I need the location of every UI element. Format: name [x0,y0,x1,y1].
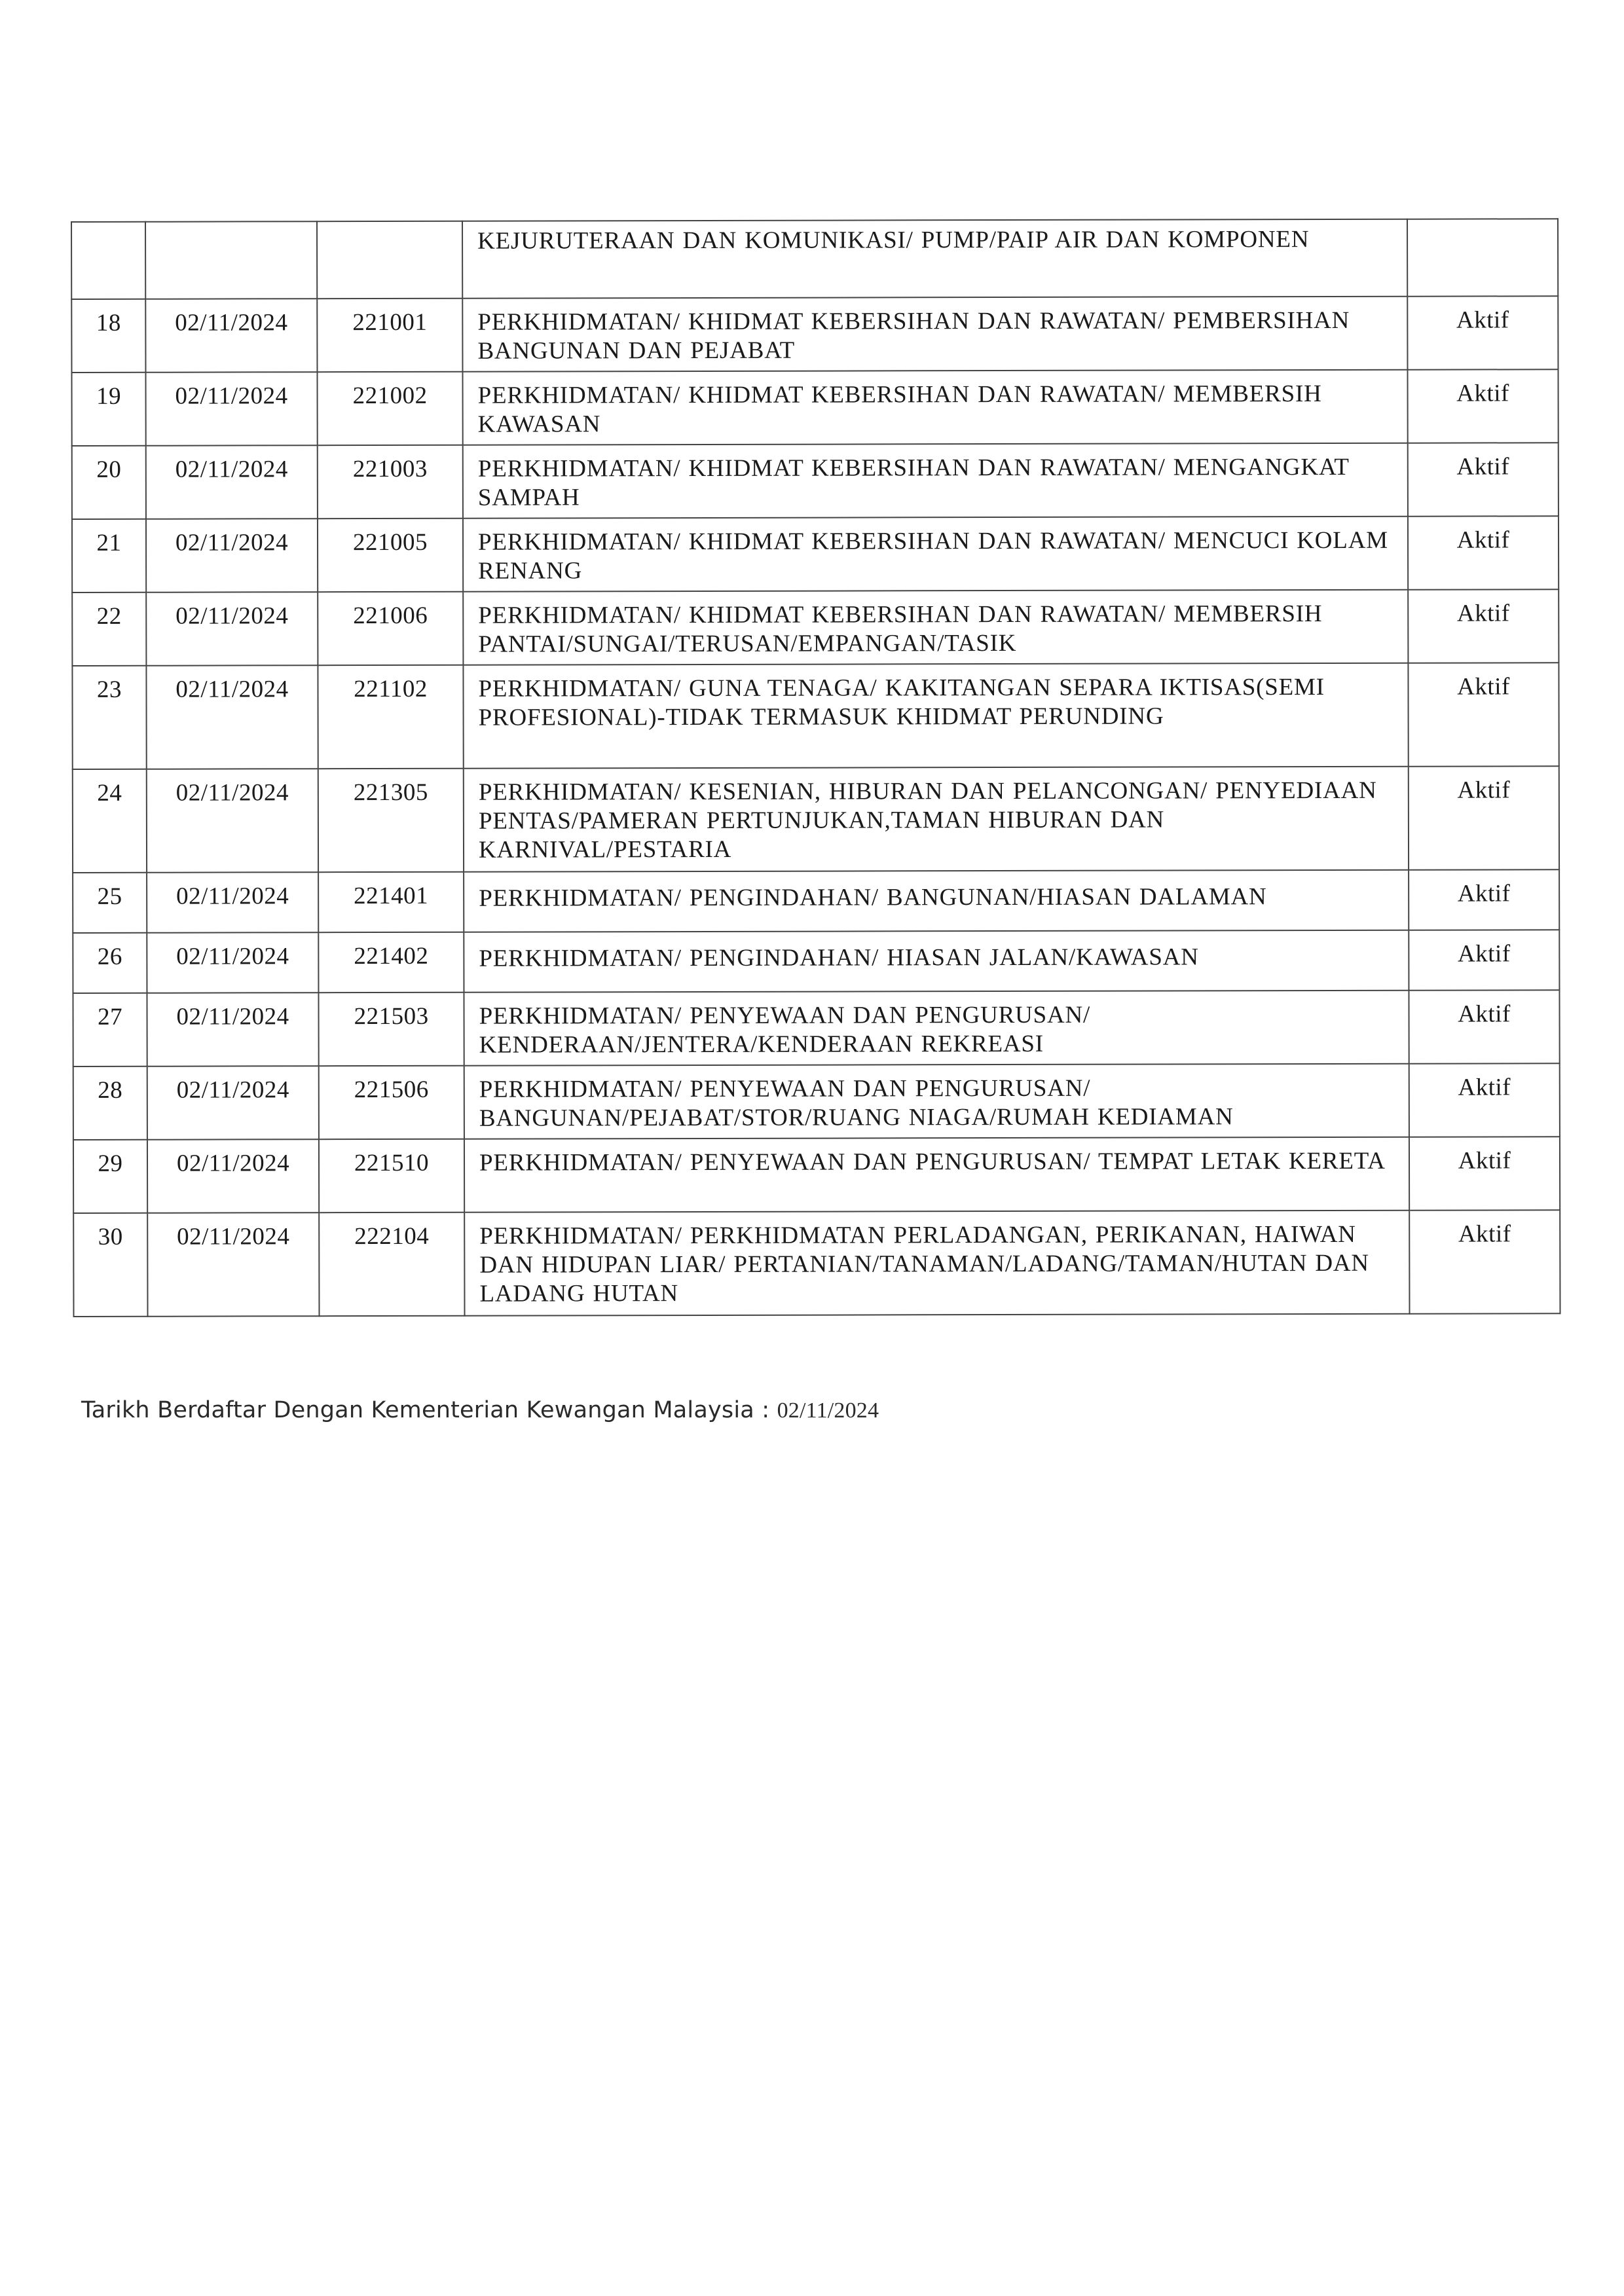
row-status [1407,219,1558,296]
row-description: PERKHIDMATAN/ KHIDMAT KEBERSIHAN DAN RAWATAN/ MENGANGKAT SAMPAH [463,443,1408,519]
registration-date-line [81,1397,879,1423]
row-status: Aktif [1408,663,1559,766]
row-status: Aktif [1407,369,1558,443]
row-status: Aktif [1408,589,1559,663]
row-number: 20 [72,446,146,519]
row-status: Aktif [1409,1063,1560,1137]
row-description: PERKHIDMATAN/ PENGINDAHAN/ HIASAN JALAN/KAWASAN [464,930,1409,993]
row-date: 02/11/2024 [147,993,318,1066]
row-code: 221001 [317,299,462,372]
row-number: 27 [73,993,147,1066]
row-date: 02/11/2024 [147,769,318,873]
row-date [145,221,317,299]
table-row [73,1063,1560,1140]
row-code [317,221,462,299]
row-number: 19 [71,373,145,446]
row-code: 221102 [318,665,463,769]
row-number: 23 [72,666,146,769]
row-number: 30 [73,1213,147,1317]
table-row [71,219,1558,299]
table-row [72,443,1559,519]
row-date: 02/11/2024 [146,665,318,769]
row-number: 24 [73,769,147,873]
row-number: 26 [73,933,147,993]
row-code: 221506 [319,1066,464,1139]
row-status: Aktif [1408,516,1559,589]
row-description: PERKHIDMATAN/ KHIDMAT KEBERSIHAN DAN RAWATAN/ PEMBERSIHAN BANGUNAN DAN PEJABAT [462,297,1407,372]
row-date: 02/11/2024 [147,1212,319,1317]
registration-date-value: 02/11/2024 [777,1398,879,1423]
table-row [72,663,1559,769]
row-description: PERKHIDMATAN/ KHIDMAT KEBERSIHAN DAN RAWATAN/ MEMBERSIH KAWASAN [462,370,1407,445]
table-row [73,930,1559,993]
row-code: 221503 [318,993,464,1066]
row-status: Aktif [1409,1210,1560,1313]
row-code: 221401 [318,872,464,932]
row-code: 221510 [319,1139,464,1212]
row-number: 29 [73,1140,147,1213]
row-date: 02/11/2024 [146,445,318,519]
row-description: PERKHIDMATAN/ GUNA TENAGA/ KAKITANGAN SEPARA IKTISAS(SEMI PROFESIONAL)-TIDAK TERMASUK KHIDMAT PERUNDING [463,663,1408,769]
table-row [72,589,1559,666]
row-status: Aktif [1409,1137,1560,1210]
row-number: 18 [71,299,145,373]
row-description: PERKHIDMATAN/ KHIDMAT KEBERSIHAN DAN RAWATAN/ MEMBERSIH PANTAI/SUNGAI/TERUSAN/EMPANGAN/TASIK [463,590,1408,665]
row-description: PERKHIDMATAN/ PENYEWAAN DAN PENGURUSAN/ BANGUNAN/PEJABAT/STOR/RUANG NIAGA/RUMAH KEDIAMAN [464,1064,1409,1139]
row-date: 02/11/2024 [147,1066,319,1140]
row-description: PERKHIDMATAN/ KHIDMAT KEBERSIHAN DAN RAWATAN/ MENCUCI KOLAM RENANG [463,517,1408,592]
row-code: 221002 [317,372,462,445]
row-description: PERKHIDMATAN/ KESENIAN, HIBURAN DAN PELANCONGAN/ PENYEDIAAN PENTAS/PAMERAN PERTUNJUKAN,TAMAN HIBURAN DAN KARNIVAL/PESTARIA [464,767,1409,872]
table-row [72,516,1559,592]
table-row [73,1210,1560,1317]
row-date: 02/11/2024 [145,372,317,446]
row-date: 02/11/2024 [146,519,318,592]
row-code: 221005 [318,519,463,592]
row-status: Aktif [1409,990,1559,1063]
row-code: 221402 [318,932,464,993]
row-date: 02/11/2024 [147,1139,319,1213]
row-status: Aktif [1407,296,1558,369]
row-number: 22 [72,592,146,666]
row-code: 221006 [318,592,463,665]
row-description: PERKHIDMATAN/ PENYEWAAN DAN PENGURUSAN/ TEMPAT LETAK KERETA [464,1137,1409,1212]
registration-codes-table [71,218,1561,1317]
row-date: 02/11/2024 [147,932,318,993]
table-row [71,369,1558,446]
registration-date-label: Tarikh Berdaftar Dengan Kementerian Kewangan Malaysia : [81,1397,770,1423]
row-status: Aktif [1409,869,1559,930]
table-row [73,766,1559,873]
row-status: Aktif [1409,766,1559,869]
row-status: Aktif [1408,443,1559,516]
row-description: PERKHIDMATAN/ PENGINDAHAN/ BANGUNAN/HIASAN DALAMAN [464,870,1409,932]
row-status: Aktif [1409,930,1559,990]
row-code: 222104 [319,1212,464,1316]
row-number [71,222,145,299]
row-code: 221003 [318,445,463,519]
row-number: 21 [72,519,146,592]
row-number: 25 [73,873,147,933]
table-row [71,296,1558,373]
row-description: KEJURUTERAAN DAN KOMUNIKASI/ PUMP/PAIP AIR DAN KOMPONEN [462,219,1407,299]
table-row [73,869,1559,933]
table-row [73,1137,1560,1213]
row-date: 02/11/2024 [145,299,317,373]
row-code: 221305 [318,769,464,872]
row-description: PERKHIDMATAN/ PENYEWAAN DAN PENGURUSAN/ KENDERAAN/JENTERA/KENDERAAN REKREASI [464,991,1409,1066]
row-date: 02/11/2024 [147,872,318,933]
table-row [73,990,1559,1066]
row-number: 28 [73,1066,147,1140]
row-date: 02/11/2024 [146,592,318,666]
row-description: PERKHIDMATAN/ PERKHIDMATAN PERLADANGAN, PERIKANAN, HAIWAN DAN HIDUPAN LIAR/ PERTANIAN/TANAMAN/LADANG/TAMAN/HUTAN DAN LADANG HUTAN [464,1211,1409,1316]
